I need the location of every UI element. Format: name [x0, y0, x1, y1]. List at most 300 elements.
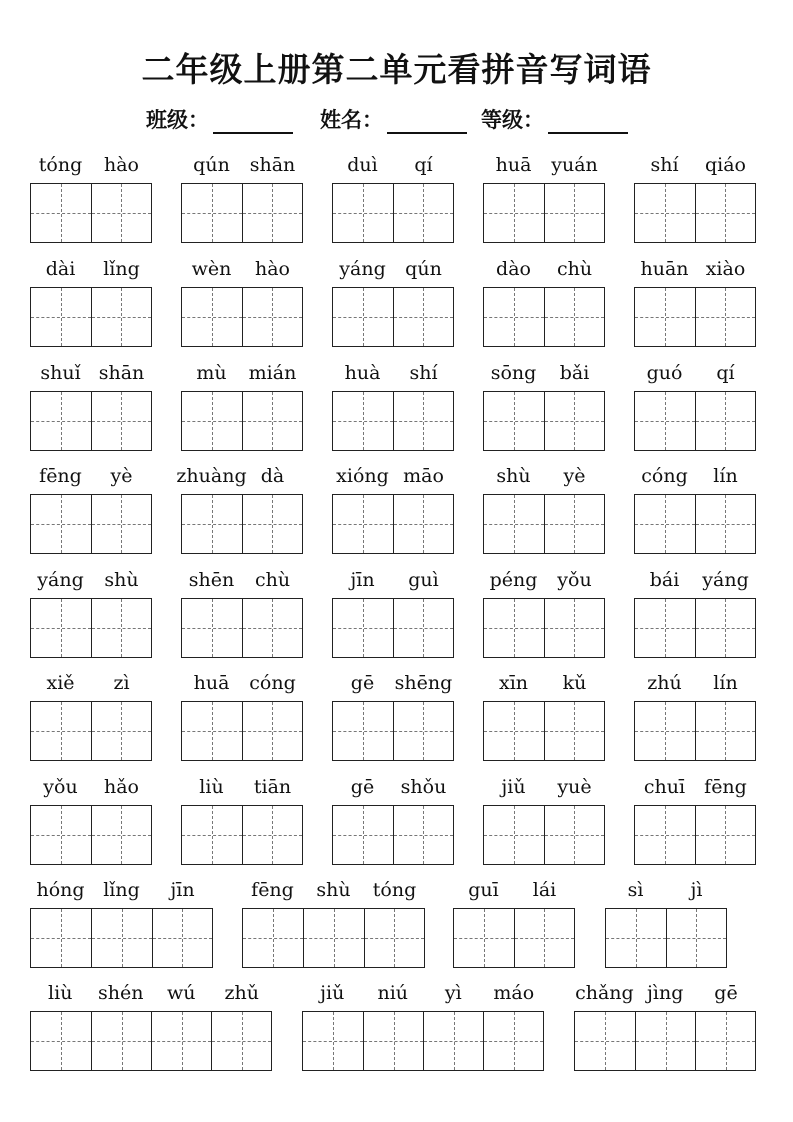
tian-cell[interactable] — [635, 599, 695, 657]
guide-line-horizontal — [31, 524, 91, 525]
pinyin-syllable: sì — [627, 879, 644, 901]
pinyin-syllable: wèn — [191, 258, 232, 280]
tian-cell[interactable] — [333, 392, 393, 450]
tian-cell[interactable] — [31, 599, 91, 657]
tian-cell[interactable] — [484, 806, 544, 864]
guide-line-horizontal — [515, 938, 574, 939]
pinyin-line — [30, 153, 152, 177]
tian-cell[interactable] — [544, 184, 604, 242]
pinyin-line — [181, 361, 303, 385]
tian-cell[interactable] — [544, 288, 604, 346]
tian-cell[interactable] — [393, 702, 453, 760]
pinyin-syllable: xīn — [498, 672, 529, 694]
tian-cell[interactable] — [695, 806, 755, 864]
writing-grid[interactable] — [30, 494, 152, 554]
guide-line-horizontal — [333, 524, 393, 525]
writing-grid[interactable] — [332, 701, 454, 761]
guide-line-horizontal — [696, 317, 755, 318]
tian-cell[interactable] — [695, 702, 755, 760]
pinyin-syllable: niú — [377, 982, 409, 1004]
tian-cell[interactable] — [635, 1012, 695, 1070]
writing-grid[interactable] — [30, 391, 152, 451]
tian-cell[interactable] — [31, 288, 91, 346]
guide-line-horizontal — [182, 524, 242, 525]
guide-line-horizontal — [424, 1041, 483, 1042]
pinyin-syllable: fēng — [251, 879, 294, 901]
tian-cell[interactable] — [695, 495, 755, 553]
writing-grid[interactable] — [332, 287, 454, 347]
guide-line-horizontal — [484, 317, 544, 318]
writing-grid[interactable] — [181, 598, 303, 658]
class-label: 班级： — [146, 108, 209, 132]
tian-cell[interactable] — [606, 909, 666, 967]
tian-cell[interactable] — [514, 909, 574, 967]
writing-grid[interactable] — [634, 287, 756, 347]
tian-cell[interactable] — [393, 392, 453, 450]
pinyin-syllable: hào — [103, 154, 140, 176]
writing-grid[interactable] — [181, 287, 303, 347]
tian-cell[interactable] — [484, 184, 544, 242]
pinyin-syllable: zhuàng — [176, 465, 247, 487]
guide-line-horizontal — [545, 835, 604, 836]
pinyin-syllable: tiān — [253, 776, 292, 798]
pinyin-syllable: guì — [408, 569, 439, 591]
writing-grid[interactable] — [30, 908, 213, 968]
pinyin-syllable: yì — [444, 982, 462, 1004]
guide-line-horizontal — [92, 317, 151, 318]
tian-cell[interactable] — [31, 909, 91, 967]
guide-line-horizontal — [153, 938, 212, 939]
writing-grid[interactable] — [483, 287, 605, 347]
pinyin-syllable: shǒu — [400, 776, 447, 798]
guide-line-horizontal — [182, 628, 242, 629]
tian-cell[interactable] — [333, 599, 393, 657]
tian-cell[interactable] — [243, 909, 303, 967]
tian-cell[interactable] — [635, 702, 695, 760]
pinyin-syllable: shén — [98, 982, 144, 1004]
writing-grid[interactable] — [302, 1011, 544, 1071]
grade-blank[interactable] — [548, 110, 628, 134]
guide-line-horizontal — [696, 731, 755, 732]
tian-cell[interactable] — [242, 184, 302, 242]
pinyin-syllable: hóng — [36, 879, 85, 901]
pinyin-syllable: jìng — [647, 982, 684, 1004]
tian-cell[interactable] — [182, 806, 242, 864]
pinyin-syllable: yáng — [702, 569, 749, 591]
tian-cell[interactable] — [31, 1012, 91, 1070]
pinyin-syllable: mián — [248, 362, 297, 384]
writing-grid[interactable] — [483, 598, 605, 658]
pinyin-line — [181, 153, 303, 177]
pinyin-syllable: dà — [260, 465, 285, 487]
guide-line-horizontal — [545, 213, 604, 214]
tian-cell[interactable] — [484, 288, 544, 346]
guide-line-horizontal — [243, 731, 302, 732]
guide-line-horizontal — [303, 1041, 363, 1042]
guide-line-horizontal — [606, 938, 666, 939]
tian-cell[interactable] — [333, 495, 393, 553]
pinyin-syllable: māo — [403, 465, 444, 487]
pinyin-syllable: yè — [563, 465, 586, 487]
pinyin-syllable: qí — [716, 362, 735, 384]
tian-cell[interactable] — [635, 495, 695, 553]
tian-cell[interactable] — [666, 909, 726, 967]
guide-line-horizontal — [696, 835, 755, 836]
pinyin-line — [634, 464, 756, 488]
pinyin-line — [30, 464, 152, 488]
pinyin-line — [30, 775, 152, 799]
guide-line-horizontal — [182, 835, 242, 836]
writing-grid[interactable] — [483, 391, 605, 451]
writing-grid[interactable] — [30, 805, 152, 865]
pinyin-syllable: guó — [646, 362, 683, 384]
tian-cell[interactable] — [152, 909, 212, 967]
writing-grid[interactable] — [181, 183, 303, 243]
pinyin-line — [181, 257, 303, 281]
pinyin-syllable: tóng — [38, 154, 83, 176]
guide-line-horizontal — [484, 524, 544, 525]
tian-cell[interactable] — [242, 392, 302, 450]
tian-cell[interactable] — [91, 702, 151, 760]
pinyin-syllable: qiáo — [704, 154, 747, 176]
pinyin-line — [483, 775, 605, 799]
tian-cell[interactable] — [423, 1012, 483, 1070]
tian-cell[interactable] — [333, 702, 393, 760]
pinyin-syllable: jì — [690, 879, 703, 901]
guide-line-horizontal — [31, 317, 91, 318]
pinyin-syllable: huān — [640, 258, 689, 280]
tian-cell[interactable] — [484, 702, 544, 760]
guide-line-horizontal — [394, 421, 453, 422]
tian-cell[interactable] — [242, 599, 302, 657]
tian-cell[interactable] — [544, 392, 604, 450]
pinyin-syllable: huā — [495, 154, 532, 176]
guide-line-horizontal — [152, 1041, 211, 1042]
pinyin-syllable: shēng — [394, 672, 453, 694]
guide-line-horizontal — [394, 628, 453, 629]
guide-line-horizontal — [484, 628, 544, 629]
writing-grid[interactable] — [574, 1011, 756, 1071]
guide-line-horizontal — [696, 628, 755, 629]
pinyin-syllable: yáng — [339, 258, 386, 280]
tian-cell[interactable] — [393, 806, 453, 864]
pinyin-line — [332, 775, 454, 799]
guide-line-horizontal — [92, 213, 151, 214]
tian-cell[interactable] — [393, 184, 453, 242]
tian-cell[interactable] — [303, 1012, 363, 1070]
pinyin-syllable: xióng — [336, 465, 389, 487]
pinyin-syllable: chuī — [643, 776, 686, 798]
tian-cell[interactable] — [91, 599, 151, 657]
tian-cell[interactable] — [31, 184, 91, 242]
pinyin-syllable: qún — [193, 154, 230, 176]
pinyin-syllable: dài — [45, 258, 76, 280]
tian-cell[interactable] — [182, 702, 242, 760]
tian-cell[interactable] — [333, 806, 393, 864]
pinyin-syllable: fēng — [39, 465, 82, 487]
tian-cell[interactable] — [695, 392, 755, 450]
pinyin-syllable: gē — [714, 982, 738, 1004]
guide-line-horizontal — [92, 938, 151, 939]
tian-cell[interactable] — [91, 909, 151, 967]
writing-grid[interactable] — [30, 701, 152, 761]
guide-line-horizontal — [333, 421, 393, 422]
tian-cell[interactable] — [393, 599, 453, 657]
tian-cell[interactable] — [393, 495, 453, 553]
guide-line-horizontal — [545, 317, 604, 318]
guide-line-horizontal — [545, 421, 604, 422]
guide-line-horizontal — [545, 524, 604, 525]
pinyin-line — [483, 568, 605, 592]
pinyin-line — [483, 361, 605, 385]
pinyin-syllable: bái — [649, 569, 680, 591]
tian-cell[interactable] — [393, 288, 453, 346]
guide-line-horizontal — [31, 1041, 91, 1042]
tian-cell[interactable] — [242, 495, 302, 553]
tian-cell[interactable] — [575, 1012, 635, 1070]
tian-cell[interactable] — [182, 184, 242, 242]
pinyin-syllable: péng — [489, 569, 538, 591]
tian-cell[interactable] — [635, 392, 695, 450]
tian-cell[interactable] — [31, 702, 91, 760]
guide-line-horizontal — [484, 1041, 543, 1042]
guide-line-horizontal — [31, 421, 91, 422]
guide-line-horizontal — [484, 421, 544, 422]
writing-grid[interactable] — [332, 805, 454, 865]
guide-line-horizontal — [243, 524, 302, 525]
guide-line-horizontal — [545, 628, 604, 629]
writing-grid[interactable] — [634, 598, 756, 658]
pinyin-syllable: shān — [249, 154, 296, 176]
pinyin-syllable: qún — [405, 258, 442, 280]
tian-cell[interactable] — [31, 806, 91, 864]
pinyin-syllable: hào — [254, 258, 291, 280]
writing-grid[interactable] — [332, 183, 454, 243]
pinyin-syllable: yǒu — [43, 776, 78, 798]
guide-line-horizontal — [696, 524, 755, 525]
pinyin-line — [332, 361, 454, 385]
pinyin-syllable: shí — [409, 362, 438, 384]
pinyin-syllable: yǒu — [557, 569, 592, 591]
writing-grid[interactable] — [483, 701, 605, 761]
pinyin-syllable: shuǐ — [40, 362, 81, 384]
guide-line-horizontal — [92, 421, 151, 422]
writing-grid[interactable] — [181, 391, 303, 451]
pinyin-syllable: máo — [493, 982, 535, 1004]
guide-line-horizontal — [365, 938, 424, 939]
pinyin-syllable: qí — [414, 154, 433, 176]
pinyin-line — [332, 153, 454, 177]
writing-grid[interactable] — [30, 183, 152, 243]
tian-cell[interactable] — [695, 288, 755, 346]
pinyin-line — [634, 775, 756, 799]
pinyin-syllable: gē — [350, 672, 375, 694]
writing-grid[interactable] — [332, 391, 454, 451]
pinyin-line — [483, 671, 605, 695]
pinyin-syllable: shù — [496, 465, 531, 487]
guide-line-horizontal — [243, 213, 302, 214]
writing-grid[interactable] — [242, 908, 425, 968]
pinyin-line — [483, 153, 605, 177]
pinyin-syllable: yuè — [557, 776, 592, 798]
pinyin-line — [30, 671, 152, 695]
writing-grid[interactable] — [332, 494, 454, 554]
pinyin-line — [332, 257, 454, 281]
tian-cell[interactable] — [363, 1012, 423, 1070]
pinyin-syllable: kǔ — [562, 672, 587, 694]
tian-cell[interactable] — [544, 599, 604, 657]
pinyin-line — [634, 257, 756, 281]
tian-cell[interactable] — [484, 392, 544, 450]
name-field[interactable] — [320, 106, 467, 134]
tian-cell[interactable] — [91, 392, 151, 450]
tian-cell[interactable] — [484, 599, 544, 657]
pinyin-syllable: jiǔ — [501, 776, 526, 798]
guide-line-horizontal — [333, 213, 393, 214]
tian-cell[interactable] — [544, 806, 604, 864]
tian-cell[interactable] — [695, 1012, 755, 1070]
guide-line-horizontal — [31, 835, 91, 836]
tian-cell[interactable] — [635, 806, 695, 864]
writing-grid[interactable] — [30, 598, 152, 658]
name-label: 姓名： — [320, 108, 383, 132]
tian-cell[interactable] — [182, 495, 242, 553]
writing-grid[interactable] — [483, 494, 605, 554]
pinyin-syllable: wú — [167, 982, 196, 1004]
tian-cell[interactable] — [484, 495, 544, 553]
pinyin-syllable: lái — [532, 879, 557, 901]
tian-cell[interactable] — [242, 806, 302, 864]
page-title: 二年级上册第二单元看拼音写词语 — [141, 50, 652, 89]
class-blank[interactable] — [213, 110, 293, 134]
writing-grid[interactable] — [181, 701, 303, 761]
pinyin-syllable: shí — [650, 154, 679, 176]
tian-cell[interactable] — [182, 288, 242, 346]
pinyin-line — [483, 257, 605, 281]
tian-cell[interactable] — [333, 288, 393, 346]
guide-line-horizontal — [92, 835, 151, 836]
pinyin-syllable: cóng — [249, 672, 296, 694]
pinyin-syllable: shān — [98, 362, 145, 384]
tian-cell[interactable] — [333, 184, 393, 242]
tian-cell[interactable] — [635, 184, 695, 242]
tian-cell[interactable] — [695, 184, 755, 242]
pinyin-syllable: zhǔ — [224, 982, 259, 1004]
class-field[interactable] — [146, 106, 293, 134]
pinyin-syllable: duì — [347, 154, 378, 176]
tian-cell[interactable] — [91, 288, 151, 346]
tian-cell[interactable] — [242, 288, 302, 346]
writing-grid[interactable] — [453, 908, 575, 968]
writing-grid[interactable] — [483, 183, 605, 243]
writing-grid[interactable] — [181, 494, 303, 554]
writing-grid[interactable] — [634, 805, 756, 865]
writing-grid[interactable] — [634, 494, 756, 554]
guide-line-horizontal — [394, 317, 453, 318]
pinyin-syllable: jīn — [350, 569, 375, 591]
pinyin-syllable: yè — [110, 465, 133, 487]
writing-grid[interactable] — [30, 1011, 272, 1071]
writing-grid[interactable] — [332, 598, 454, 658]
pinyin-syllable: dào — [496, 258, 531, 280]
tian-cell[interactable] — [695, 599, 755, 657]
guide-line-horizontal — [182, 731, 242, 732]
guide-line-horizontal — [635, 628, 695, 629]
pinyin-syllable: jīn — [170, 879, 195, 901]
pinyin-syllable: chù — [556, 258, 593, 280]
pinyin-syllable: zhú — [647, 672, 682, 694]
pinyin-syllable: shù — [316, 879, 351, 901]
tian-cell[interactable] — [454, 909, 514, 967]
guide-line-horizontal — [92, 731, 151, 732]
pinyin-line — [242, 878, 425, 902]
guide-line-horizontal — [31, 938, 91, 939]
tian-cell[interactable] — [151, 1012, 211, 1070]
tian-cell[interactable] — [544, 495, 604, 553]
pinyin-line — [176, 464, 303, 488]
writing-grid[interactable] — [30, 287, 152, 347]
pinyin-syllable: guī — [468, 879, 499, 901]
pinyin-line — [30, 568, 152, 592]
pinyin-line — [181, 671, 303, 695]
tian-cell[interactable] — [242, 702, 302, 760]
guide-line-horizontal — [304, 938, 363, 939]
tian-cell[interactable] — [91, 184, 151, 242]
writing-grid[interactable] — [634, 183, 756, 243]
writing-grid[interactable] — [605, 908, 727, 968]
pinyin-syllable: yáng — [37, 569, 84, 591]
guide-line-horizontal — [92, 628, 151, 629]
guide-line-horizontal — [454, 938, 514, 939]
pinyin-syllable: shù — [104, 569, 139, 591]
writing-grid[interactable] — [181, 805, 303, 865]
pinyin-syllable: liù — [199, 776, 224, 798]
guide-line-horizontal — [545, 731, 604, 732]
guide-line-horizontal — [92, 524, 151, 525]
guide-line-horizontal — [182, 213, 242, 214]
tian-cell[interactable] — [483, 1012, 543, 1070]
tian-cell[interactable] — [211, 1012, 271, 1070]
guide-line-horizontal — [667, 938, 726, 939]
tian-cell[interactable] — [91, 1012, 151, 1070]
writing-grid[interactable] — [483, 805, 605, 865]
tian-cell[interactable] — [544, 702, 604, 760]
pinyin-line — [181, 568, 303, 592]
tian-cell[interactable] — [303, 909, 363, 967]
tian-cell[interactable] — [182, 599, 242, 657]
pinyin-syllable: huā — [193, 672, 230, 694]
writing-grid[interactable] — [634, 391, 756, 451]
guide-line-horizontal — [394, 835, 453, 836]
writing-grid[interactable] — [634, 701, 756, 761]
grade-field[interactable] — [481, 106, 628, 134]
guide-line-horizontal — [696, 421, 755, 422]
tian-cell[interactable] — [91, 495, 151, 553]
tian-cell[interactable] — [31, 392, 91, 450]
pinyin-line — [302, 981, 544, 1005]
tian-cell[interactable] — [182, 392, 242, 450]
tian-cell[interactable] — [91, 806, 151, 864]
guide-line-horizontal — [243, 835, 302, 836]
guide-line-horizontal — [696, 213, 755, 214]
guide-line-horizontal — [575, 1041, 635, 1042]
name-blank[interactable] — [387, 110, 467, 134]
pinyin-syllable: fēng — [704, 776, 747, 798]
tian-cell[interactable] — [364, 909, 424, 967]
tian-cell[interactable] — [31, 495, 91, 553]
guide-line-horizontal — [92, 1041, 151, 1042]
tian-cell[interactable] — [635, 288, 695, 346]
